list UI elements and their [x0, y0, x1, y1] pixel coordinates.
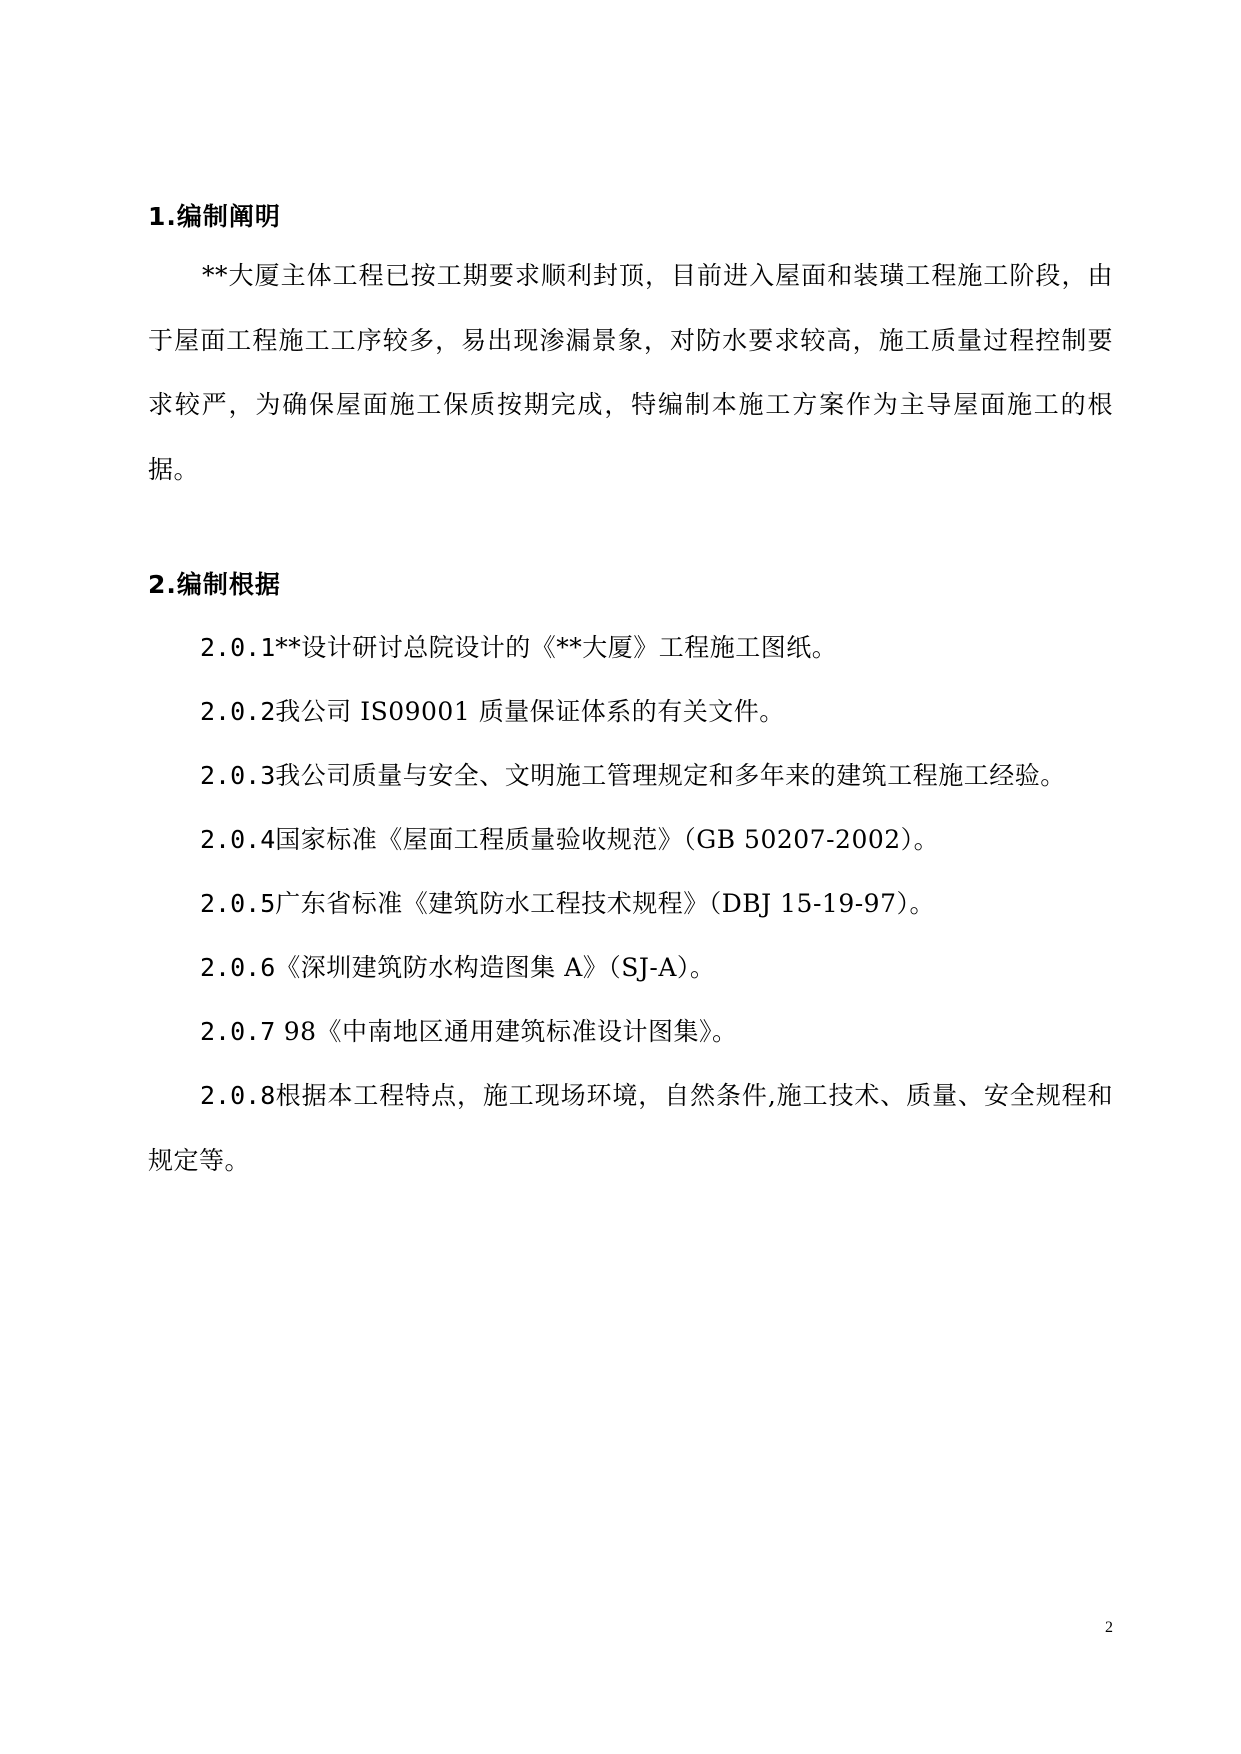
item-number: 2.0.4 [200, 825, 276, 854]
list-item [148, 936, 1113, 1001]
item-text: 98《中南地区通用建筑标准设计图集》。 [275, 1017, 738, 1046]
section-heading-2: 2.编制根据 [148, 570, 281, 599]
list-item [148, 872, 1113, 937]
item-number: 2.0.2 [200, 697, 276, 726]
item-text: **设计研讨总院设计的《**大厦》工程施工图纸。 [275, 633, 838, 662]
list-item [148, 744, 1113, 809]
item-text: 国家标准《屋面工程质量验收规范》（GB 50207-2002）。 [275, 825, 940, 854]
item-text: 我公司质量与安全、文明施工管理规定和多年来的建筑工程施工经验。 [275, 761, 1066, 790]
section-heading-1: 1.编制阐明 [148, 202, 281, 231]
item-number: 2.0.5 [200, 889, 276, 918]
page-number: 2 [1105, 1619, 1113, 1636]
list-item [148, 1064, 1113, 1193]
item-number: 2.0.8 [200, 1081, 276, 1110]
section-1-paragraph: **大厦主体工程已按工期要求顺利封顶，目前进入屋面和装璜工程施工阶段，由于屋面工程施工工序较多，易出现渗漏景象，对防水要求较高，施工质量过程控制要求较严，为确保屋面施工保质按期完成，特编制本施工方案作为主导屋面施工的根据。 [148, 261, 1113, 484]
item-text: 我公司 IS09001 质量保证体系的有关文件。 [275, 697, 785, 726]
list-item [148, 1000, 1113, 1065]
item-text: 根据本工程特点，施工现场环境，自然条件,施工技术、质量、安全规程和规定等。 [148, 1081, 1113, 1175]
list-item [148, 616, 1113, 681]
item-text: 广东省标准《建筑防水工程技术规程》（DBJ 15-19-97）。 [275, 889, 935, 918]
list-item [148, 808, 1113, 873]
item-number: 2.0.6 [200, 953, 276, 982]
item-number: 2.0.3 [200, 761, 276, 790]
item-number: 2.0.7 [200, 1017, 276, 1046]
item-number: 2.0.1 [200, 633, 276, 662]
item-text: 《深圳建筑防水构造图集 A》（SJ-A）。 [275, 953, 716, 982]
list-item [148, 680, 1113, 745]
